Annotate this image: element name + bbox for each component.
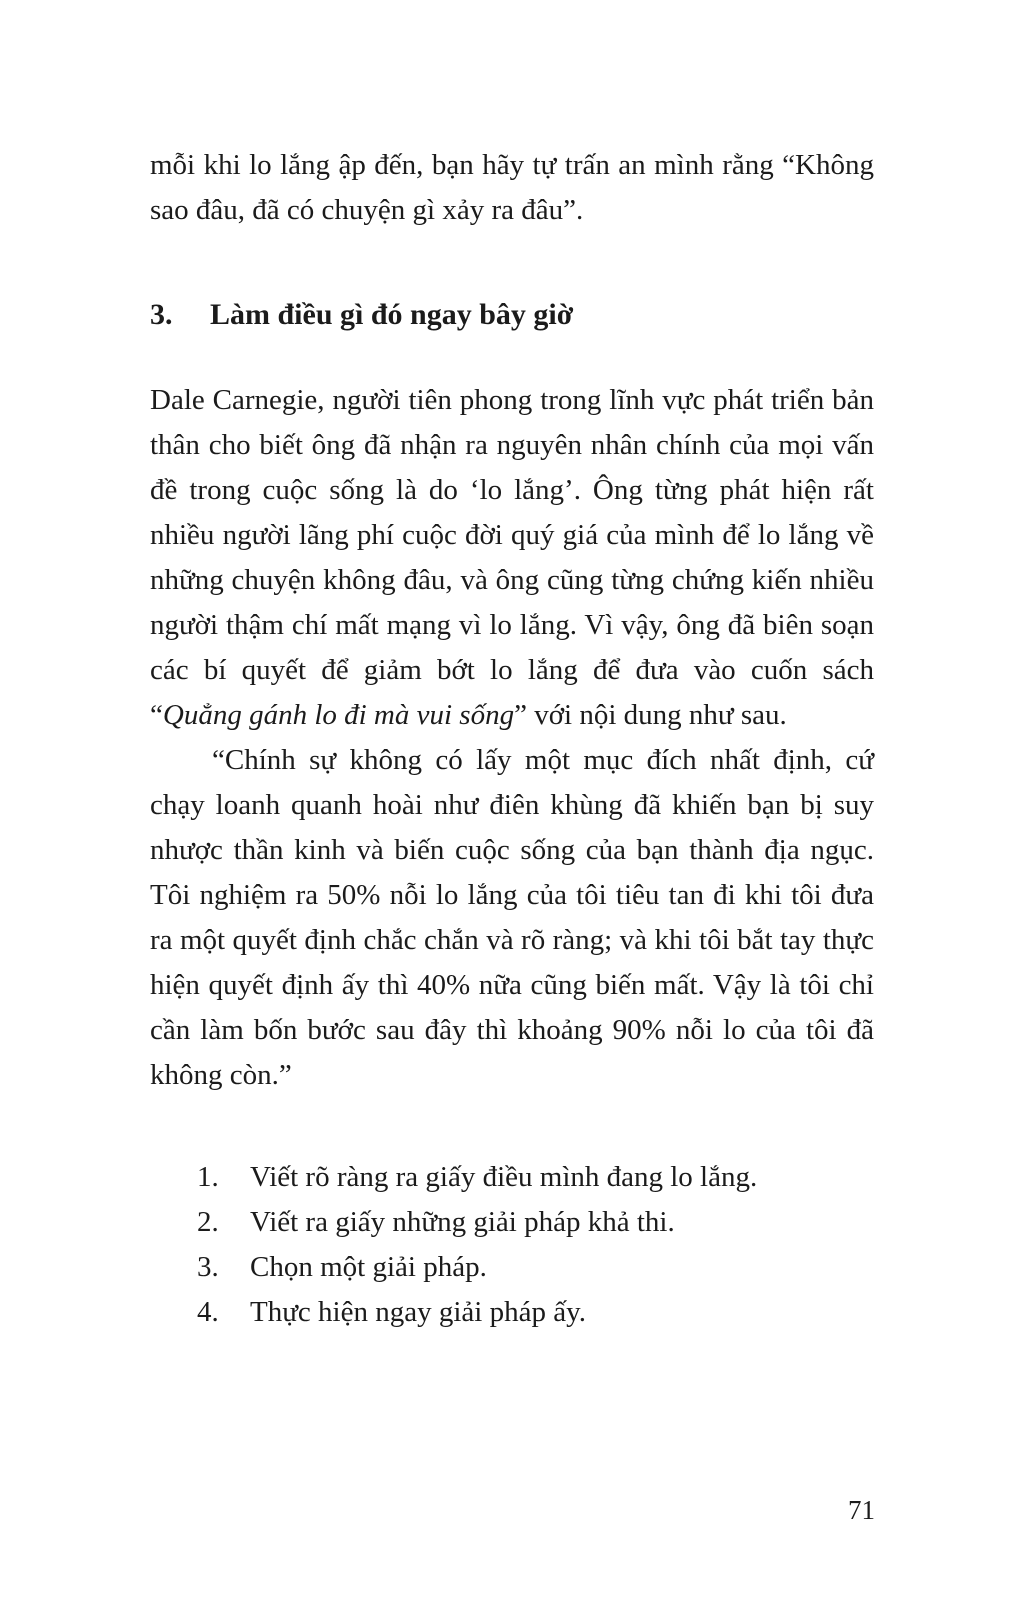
carnegie-paragraph (150, 378, 874, 738)
carnegie-paragraph-text-before: Dale Carnegie, người tiên phong trong lĩnh vực phát triển bản thân cho biết ông đã nhận ra nguyên nhân chính của mọi vấn đề trong cuộc sống là do ‘lo lắng’. Ông từng phát hiện rất nhiều người lãng phí cuộc đời quý giá của mình để lo lắng về những chuyện không đâu, và ông cũng từng chứng kiến nhiều người thậm chí mất mạng vì lo lắng. Vì vậy, ông đã biên soạn các bí quyết để giảm bớt lo lắng để đưa vào cuốn sách “ (150, 384, 874, 731)
section-heading-title: Làm điều gì đó ngay bây giờ (210, 298, 574, 331)
intro-paragraph: mỗi khi lo lắng ập đến, bạn hãy tự trấn an mình rằng “Không sao đâu, đã có chuyện gì xảy ra đâu”. (150, 149, 874, 226)
list-item-number: 1. (197, 1161, 219, 1193)
carnegie-paragraph-text-after: ” với nội dung như sau. (514, 699, 787, 731)
page-number: 71 (848, 1495, 875, 1525)
list-item (150, 1245, 874, 1290)
list-item-number: 2. (197, 1206, 219, 1238)
list-item-text: Chọn một giải pháp. (250, 1251, 487, 1283)
book-title-italic: Quẳng gánh lo đi mà vui sống (162, 699, 515, 731)
steps-list (150, 1155, 874, 1335)
body-text (150, 143, 874, 1335)
list-item (150, 1290, 874, 1335)
list-item-text: Viết rõ ràng ra giấy điều mình đang lo lắng. (250, 1161, 758, 1193)
list-item-number: 3. (197, 1251, 219, 1283)
list-item-text: Viết ra giấy những giải pháp khả thi. (250, 1206, 675, 1238)
quote-paragraph: “Chính sự không có lấy một mục đích nhất định, cứ chạy loanh quanh hoài như điên khùng đã khiến bạn bị suy nhược thần kinh và biến cuộc sống của bạn thành địa ngục. Tôi nghiệm ra 50% nỗi lo lắng của tôi tiêu tan đi khi tôi đưa ra một quyết định chắc chắn và rõ ràng; và khi tôi bắt tay thực hiện quyết định ấy thì 40% nữa cũng biến mất. Vậy là tôi chỉ cần làm bốn bước sau đây thì khoảng 90% nỗi lo của tôi đã không còn.” (150, 744, 874, 1091)
list-item-text: Thực hiện ngay giải pháp ấy. (250, 1296, 586, 1328)
list-item (150, 1200, 874, 1245)
list-item-number: 4. (197, 1296, 219, 1328)
list-item (150, 1155, 874, 1200)
section-heading-number: 3. (150, 298, 173, 331)
section-heading (150, 292, 874, 337)
